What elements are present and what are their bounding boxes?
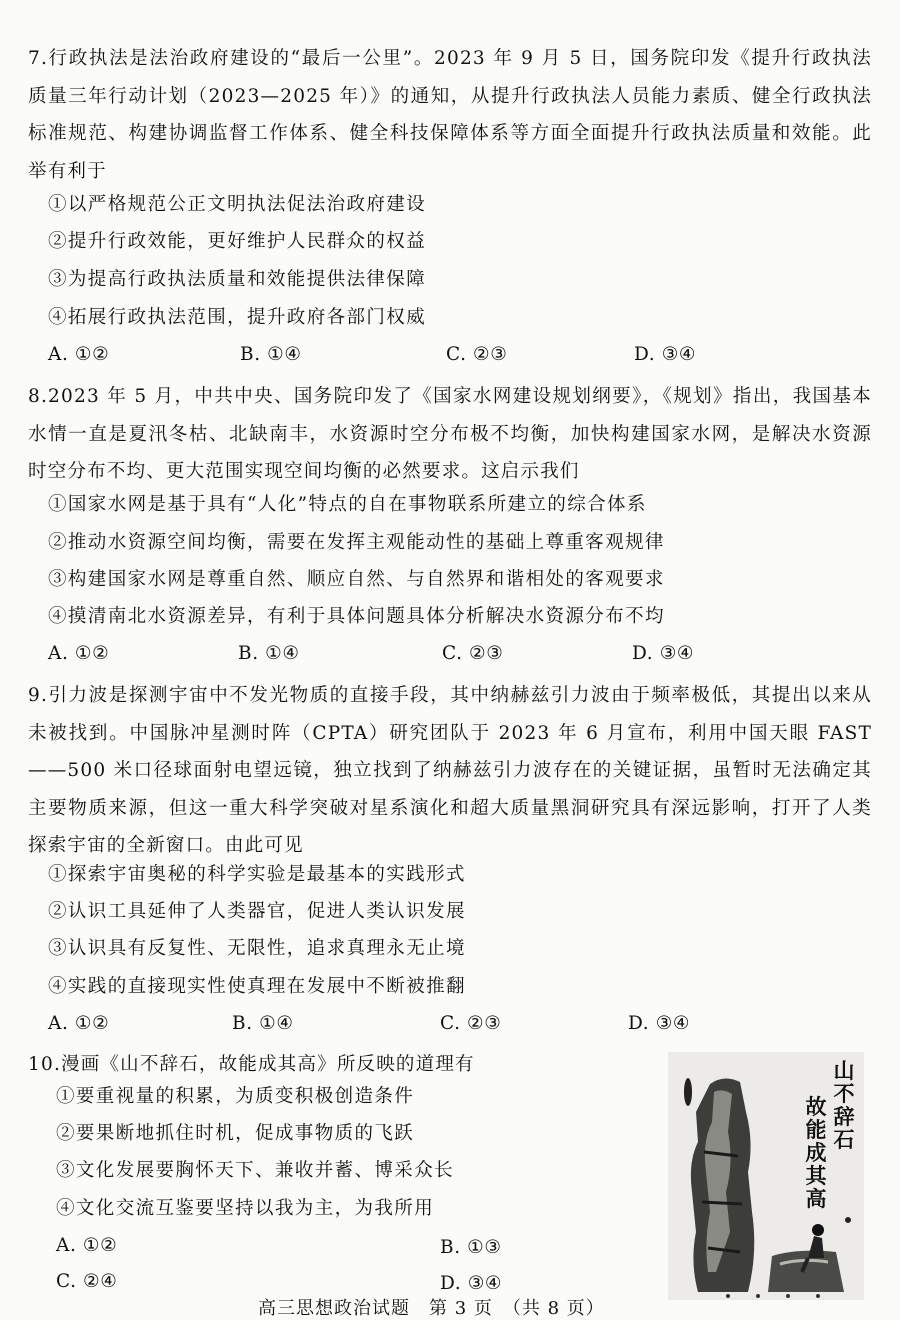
q9-choice-d: D. ③④ [628,1013,691,1034]
q9-option-2: ②认识工具延伸了人类器官，促进人类认识发展 [48,901,466,922]
cartoon-caption-right: 山不辞石 [833,1059,855,1152]
q10-choice-c: C. ②④ [56,1271,118,1292]
q10-stem: 10.漫画《山不辞石，故能成其高》所反映的道理有 [28,1054,475,1075]
q9-choice-b: B. ①④ [232,1013,294,1034]
q10-option-2: ②要果断地抓住时机，促成事物质的飞跃 [56,1123,415,1144]
q7-option-2: ②提升行政效能，更好维护人民群众的权益 [48,231,427,252]
q7-choice-a: A. ①② [48,344,110,365]
q10-option-3: ③文化发展要胸怀天下、兼收并蓄、博采众长 [56,1160,455,1181]
q7-choice-c: C. ②③ [446,344,508,365]
q8-option-4: ④摸清南北水资源差异，有利于具体问题具体分析解决水资源分布不均 [48,606,665,627]
q7-stem: 7.行政执法是法治政府建设的“最后一公里”。2023 年 9 月 5 日，国务院印发《提升行政执法质量三年行动计划（2023—2025 年）》的通知，从提升行政执法人员能力素质、健全行政执法标准规范、构建协调监督工作体系、健全科技保障体系等方面全面提升行政执法质量和效能。此举有利于 [28,48,872,182]
q9-option-3: ③认识具有反复性、无限性，追求真理永无止境 [48,938,466,959]
q7-option-3: ③为提高行政执法质量和效能提供法律保障 [48,269,427,290]
cartoon-illustration [668,1052,864,1300]
q8-choice-d: D. ③④ [632,643,695,664]
q8-option-3: ③构建国家水网是尊重自然、顺应自然、与自然界和谐相处的客观要求 [48,569,665,590]
q8-stem: 8.2023 年 5 月，中共中央、国务院印发了《国家水网建设规划纲要》，《规划》指出，我国基本水情一直是夏汛冬枯、北缺南丰，水资源时空分布极不均衡，加快构建国家水网，是解决水资源时空分布不均、更大范围实现空间均衡的必然要求。这启示我们 [28,386,872,482]
q7-choice-d: D. ③④ [634,344,697,365]
q8-choice-c: C. ②③ [442,643,504,664]
q9-option-4: ④实践的直接现实性使真理在发展中不断被推翻 [48,976,466,997]
q8-option-1: ①国家水网是基于具有“人化”特点的自在事物联系所建立的综合体系 [48,494,647,515]
q10-choice-a: A. ①② [56,1235,118,1256]
q8-choice-a: A. ①② [48,643,110,664]
q10-option-4: ④文化交流互鉴要坚持以我为主，为我所用 [56,1198,435,1219]
q9-choice-a: A. ①② [48,1013,110,1034]
page-footer: 高三思想政治试题 第 3 页 （共 8 页） [258,1298,605,1319]
q7-option-1: ①以严格规范公正文明执法促法治政府建设 [48,194,427,215]
q8-option-2: ②推动水资源空间均衡，需要在发挥主观能动性的基础上尊重客观规律 [48,532,665,553]
q9-option-1: ①探索宇宙奥秘的科学实验是最基本的实践形式 [48,864,466,885]
q8-choice-b: B. ①④ [238,643,300,664]
q9-choice-c: C. ②③ [440,1013,502,1034]
q7-choice-b: B. ①④ [240,344,302,365]
q10-choice-b: B. ①③ [440,1237,502,1258]
q10-option-1: ①要重视量的积累，为质变积极创造条件 [56,1086,415,1107]
q10-choice-d: D. ③④ [440,1273,503,1294]
q9-stem: 9.引力波是探测宇宙中不发光物质的直接手段，其中纳赫兹引力波由于频率极低，其提出以来从未被找到。中国脉冲星测时阵（CPTA）研究团队于 2023 年 6 月宣布，利用中国天眼 FAST——500 米口径球面射电望远镜，独立找到了纳赫兹引力波存在的关键证据，虽暂时无法确定其主要物质来源，但这一重大科学突破对星系演化和超大质量黑洞研究具有深远影响，打开了人类探索宇宙的全新窗口。由此可见 [28,685,872,856]
q7-option-4: ④拓展行政执法范围，提升政府各部门权威 [48,307,427,328]
cartoon-caption-left: 故能成其高 [805,1095,827,1211]
